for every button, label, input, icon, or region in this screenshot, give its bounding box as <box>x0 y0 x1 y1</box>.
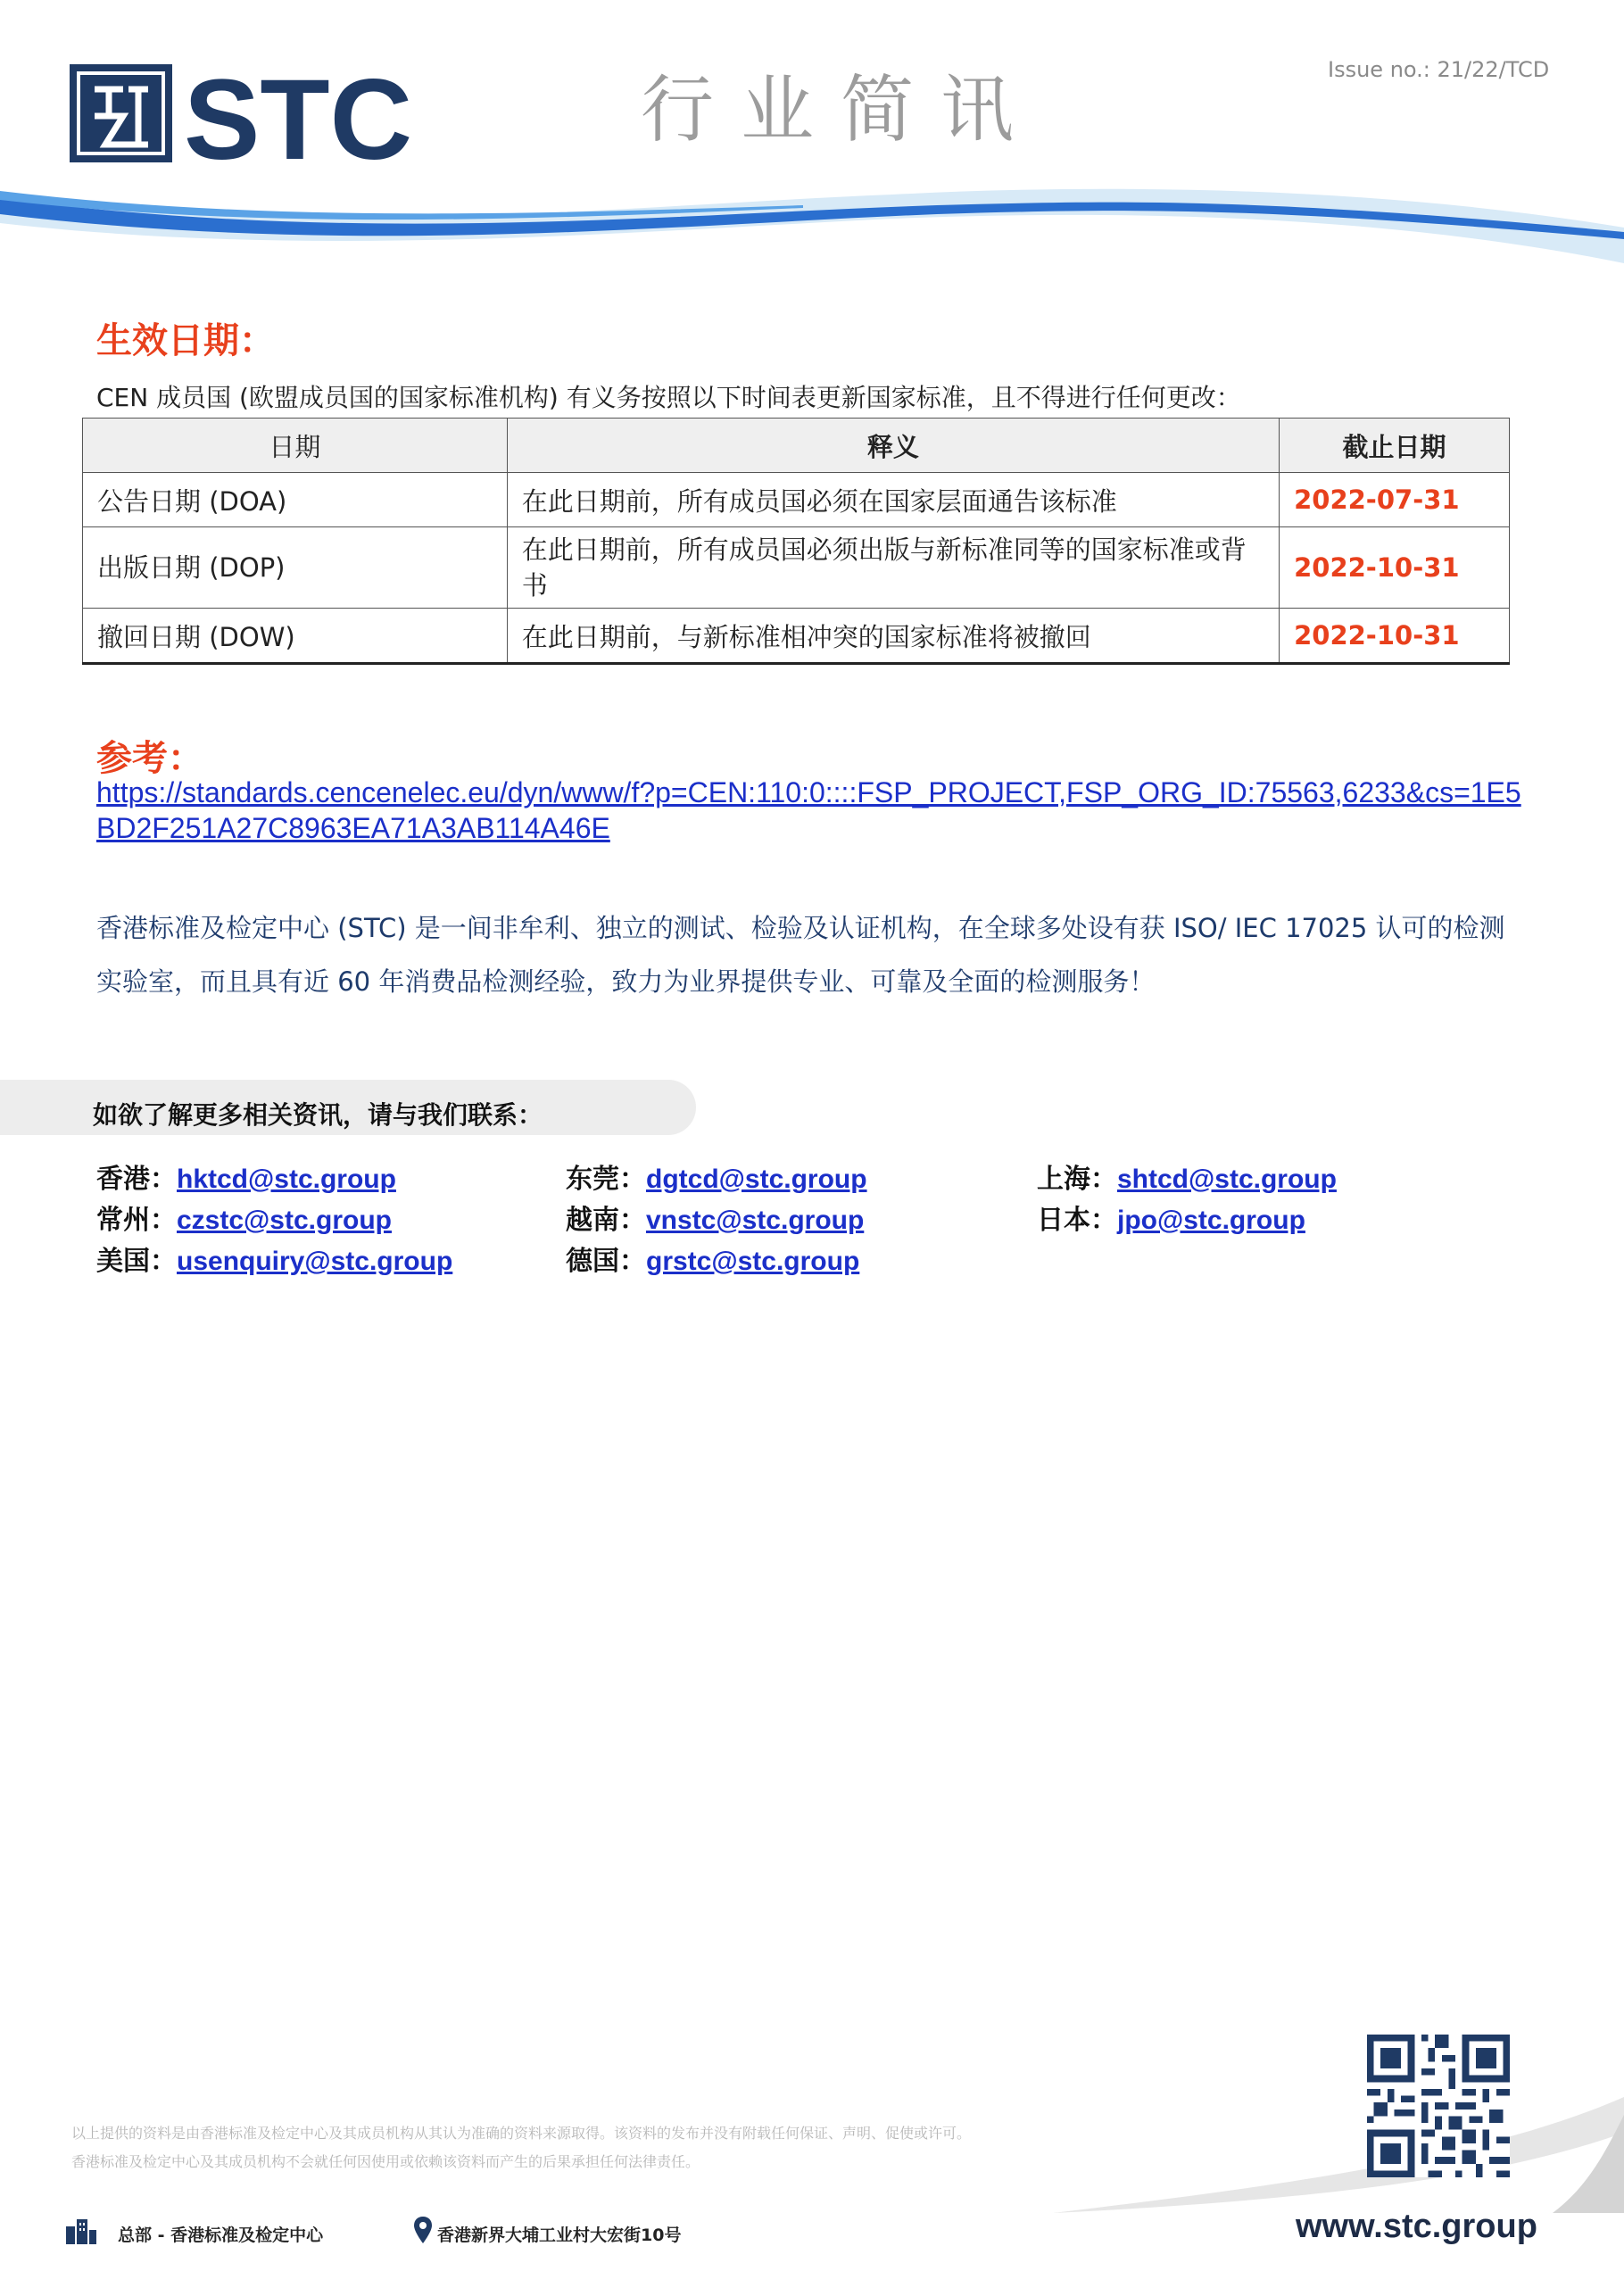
contact-heading: 如欲了解更多相关资讯，请与我们联系： <box>93 1100 543 1130</box>
meaning-cell: 在此日期前，与新标准相冲突的国家标准将被撤回 <box>507 609 1279 664</box>
contact-label: 香港： <box>96 1164 177 1195</box>
headquarters-label: 总部 - 香港标准及检定中心 <box>118 2226 324 2245</box>
date-cell: 公告日期 (DOA) <box>83 473 508 527</box>
footer-swoosh <box>1053 2079 1624 2213</box>
contact-germany <box>566 1239 859 1278</box>
qr-code <box>1367 2035 1510 2177</box>
contact-label: 越南： <box>566 1205 646 1236</box>
table-row <box>83 527 1510 609</box>
contact-email-link[interactable]: vnstc@stc.group <box>646 1206 865 1235</box>
meaning-cell: 在此日期前，所有成员国必须出版与新标准同等的国家标准或背书 <box>507 527 1279 609</box>
deadline-cell: 2022-07-31 <box>1280 473 1510 527</box>
contact-email-link[interactable]: hktcd@stc.group <box>177 1165 396 1194</box>
date-cell: 撤回日期 (DOW) <box>83 609 508 664</box>
column-header: 截止日期 <box>1280 419 1510 473</box>
contact-email-link[interactable]: usenquiry@stc.group <box>177 1247 453 1276</box>
contact-dongguan <box>566 1156 867 1196</box>
deadline-cell: 2022-10-31 <box>1280 609 1510 664</box>
newsletter-title: 行业简讯 <box>641 68 1041 153</box>
column-header: 日期 <box>83 419 508 473</box>
contact-email-link[interactable]: czstc@stc.group <box>177 1206 392 1235</box>
svg-text:STC: STC <box>184 62 412 165</box>
issue-number: Issue no.: 21/22/TCD <box>1328 57 1550 82</box>
intro-text: CEN 成员国 (欧盟成员国的国家标准机构) 有义务按照以下时间表更新国家标准，且不得进行任何更改： <box>96 383 1241 412</box>
meaning-cell: 在此日期前，所有成员国必须在国家层面通告该标准 <box>507 473 1279 527</box>
building-icon <box>64 2217 96 2244</box>
table-row <box>83 609 1510 664</box>
contact-vietnam <box>566 1198 864 1237</box>
contact-usa <box>96 1239 452 1278</box>
effective-date-heading: 生效日期： <box>96 320 275 361</box>
contact-email-link[interactable]: dgtcd@stc.group <box>646 1165 867 1194</box>
reference-link[interactable]: https://standards.cencenelec.eu/dyn/www/f?p=CEN:110:0::::FSP_PROJECT,FSP_ORG_ID:75563,6233&cs=1E5BD2F251A27C8963EA71A3AB114A46E <box>96 776 1521 844</box>
contact-email-link[interactable]: jpo@stc.group <box>1117 1206 1305 1235</box>
contact-shanghai <box>1037 1156 1337 1196</box>
deadline-cell: 2022-10-31 <box>1280 527 1510 609</box>
contact-label: 常州： <box>96 1205 177 1236</box>
table-header-row <box>83 419 1510 473</box>
contact-label: 东莞： <box>566 1164 646 1195</box>
contact-label: 日本： <box>1037 1205 1117 1236</box>
about-stc-text: 香港标准及检定中心 (STC) 是一间非牟利、独立的测试、检验及认证机构，在全球多处设有获 ISO/ IEC 17025 认可的检测实验室，而且具有近 60 年消费品检测经验，致力为业界提供专业、可靠及全面的检测服务！ <box>96 913 1505 997</box>
disclaimer-line-1: 以上提供的资料是由香港标准及检定中心及其成员机构从其认为准确的资料来源取得。该资料的发布并没有附载任何保证、声明、促使或许可。 <box>71 2125 972 2142</box>
contact-japan <box>1037 1198 1305 1237</box>
contact-label: 美国： <box>96 1246 177 1277</box>
dates-table <box>82 418 1510 665</box>
contact-email-link[interactable]: shtcd@stc.group <box>1117 1165 1337 1194</box>
contact-label: 上海： <box>1037 1164 1117 1195</box>
website-link[interactable]: www.stc.group <box>1296 2208 1537 2245</box>
contact-label: 德国： <box>566 1246 646 1277</box>
contact-hong-kong <box>96 1156 396 1196</box>
disclaimer-line-2: 香港标准及检定中心及其成员机构不会就任何因使用或依赖该资料而产生的后果承担任何法律责任。 <box>71 2153 700 2170</box>
contact-email-link[interactable]: grstc@stc.group <box>646 1247 860 1276</box>
stc-logo <box>70 62 462 165</box>
location-pin-icon <box>414 2217 432 2243</box>
table-row <box>83 473 1510 527</box>
contact-changzhou <box>96 1198 392 1237</box>
column-header: 释义 <box>507 419 1279 473</box>
header-wave <box>0 178 1624 263</box>
reference-heading: 参考： <box>96 738 203 779</box>
date-cell: 出版日期 (DOP) <box>83 527 508 609</box>
address-text: 香港新界大埔工业村大宏街10号 <box>437 2226 682 2245</box>
